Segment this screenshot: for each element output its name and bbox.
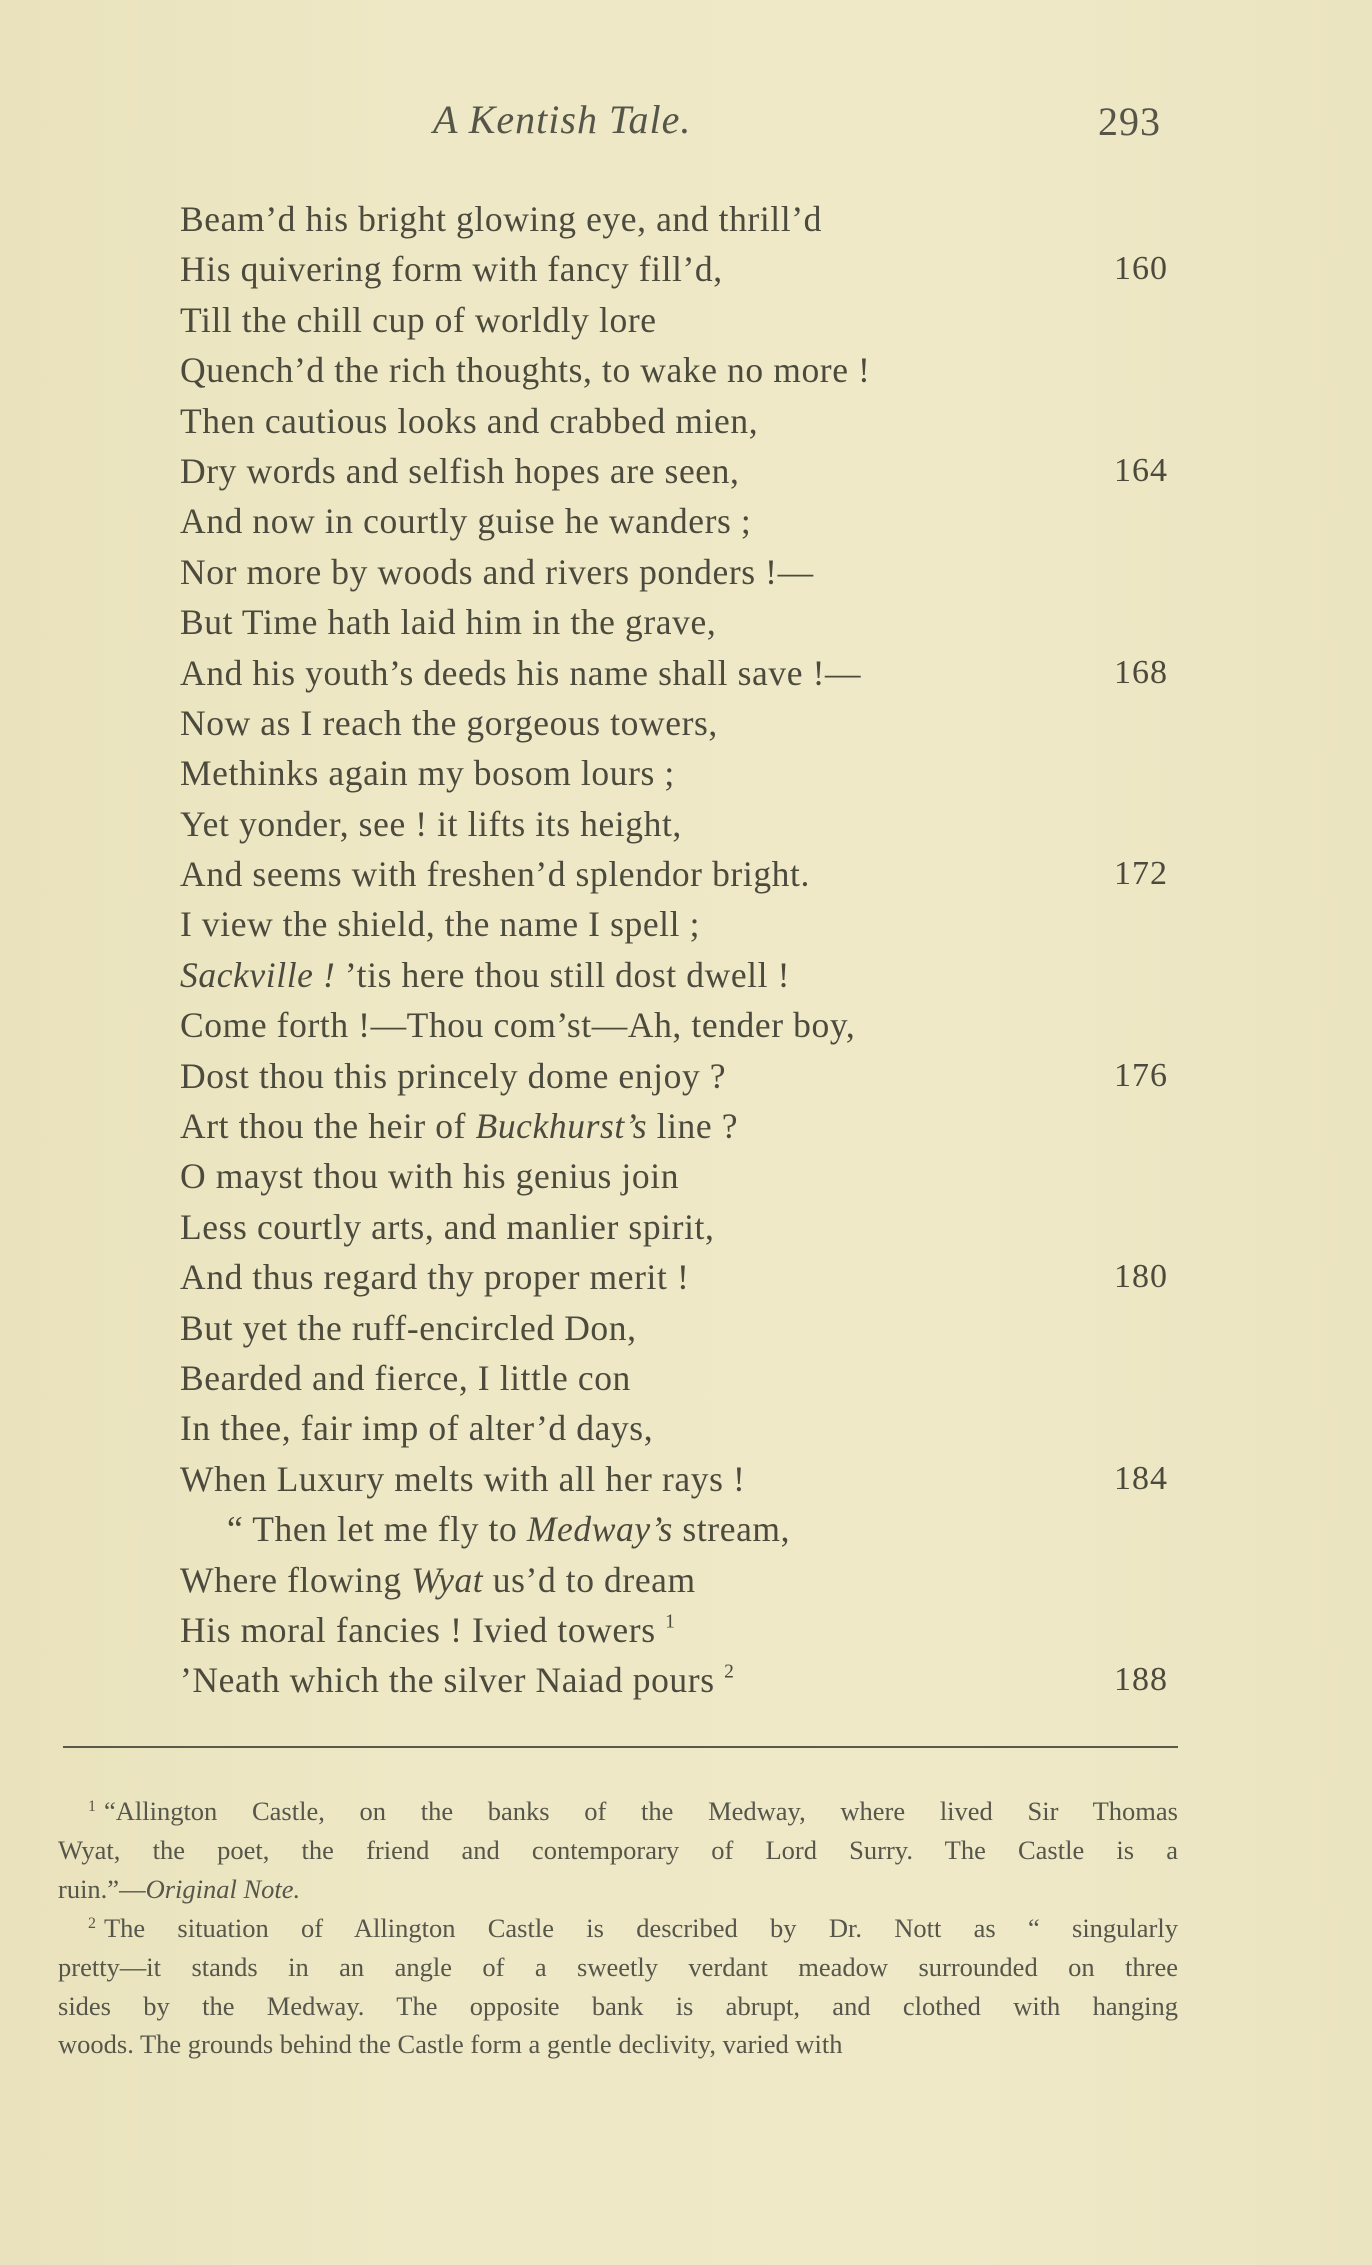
- verse-line: [180, 396, 1180, 446]
- footnote-text: woods. The grounds behind the Castle form a gentle declivity, varied with: [58, 2029, 843, 2060]
- line-number: 168: [1114, 653, 1168, 691]
- verse-text-segment: Now as I reach the gorgeous towers,: [180, 702, 718, 743]
- line-number: 172: [1114, 855, 1168, 893]
- verse-line-text: [180, 1257, 689, 1297]
- verse-text-segment: O mayst thou with his genius join: [180, 1156, 680, 1197]
- verse-line: [180, 1403, 1180, 1453]
- verse-line-text: [180, 300, 657, 340]
- line-number: 176: [1114, 1056, 1168, 1094]
- footnote-line: [58, 1948, 1178, 1987]
- verse-line-text: [180, 1207, 714, 1247]
- verse-text-segment: Dost thou this princely dome enjoy ?: [180, 1055, 727, 1096]
- footnote-line: [58, 1909, 1178, 1948]
- verse-text-segment: And seems with freshen’d splendor bright.: [180, 854, 810, 895]
- verse-line: [180, 345, 1180, 395]
- line-number: 184: [1114, 1459, 1168, 1497]
- verse-text-segment: Nor more by woods and rivers ponders !—: [180, 551, 814, 592]
- verse-line: [180, 1504, 1180, 1554]
- verse-text-segment: Yet yonder, see ! it lifts its height,: [180, 803, 682, 844]
- line-number: 188: [1114, 1661, 1168, 1699]
- verse-line: [180, 748, 1180, 798]
- verse-line-text: [180, 1408, 653, 1448]
- verse-line: [180, 1303, 1180, 1353]
- footnote-marker: 1: [88, 1798, 96, 1816]
- verse-line-text: [180, 1156, 679, 1196]
- verse-line-text: [180, 451, 739, 491]
- verse-line: [180, 1051, 1180, 1101]
- verse-line-text: [180, 1005, 855, 1045]
- verse-text-segment: But Time hath laid him in the grave,: [180, 602, 717, 643]
- verse-line: [180, 1151, 1180, 1201]
- verse-text-segment: Less courtly arts, and manlier spirit,: [180, 1206, 715, 1247]
- verse-line: [180, 194, 1180, 244]
- footnote-text: sides by the Medway. The opposite bank is abrupt, and clothed with hanging: [58, 1990, 1178, 2021]
- footnote-text: ruin.”—: [58, 1873, 146, 1904]
- verse-text-segment: Where flowing: [180, 1559, 412, 1600]
- poem-verse: [180, 194, 1180, 1706]
- verse-line: [180, 849, 1180, 899]
- verse-line-text: [180, 1459, 745, 1499]
- footnote-text: “Allington Castle, on the banks of the Medway, where lived Sir Thomas: [103, 1796, 1178, 1826]
- italic-name: Buckhurst’s: [475, 1106, 648, 1147]
- verse-line: [180, 950, 1180, 1000]
- verse-line: [180, 698, 1180, 748]
- line-number: 164: [1114, 451, 1168, 489]
- verse-line-text: [180, 1308, 637, 1348]
- footnote-text: pretty—it stands in an angle of a sweetly verdant meadow surrounded on three: [58, 1951, 1178, 1982]
- footnote-reference[interactable]: 2: [724, 1661, 735, 1683]
- verse-text-segment: Dry words and selfish hopes are seen,: [180, 450, 740, 491]
- verse-line: [180, 1000, 1180, 1050]
- verse-line-text: [180, 703, 718, 743]
- verse-line-text: [180, 1660, 734, 1700]
- italic-name: Sackville !: [180, 954, 336, 995]
- verse-text-segment: us’d to dream: [483, 1559, 696, 1600]
- verse-line: [180, 496, 1180, 546]
- verse-line-text: [180, 904, 700, 944]
- verse-text-segment: Quench’d the rich thoughts, to wake no more !: [180, 350, 871, 391]
- italic-name: Medway’s: [526, 1509, 673, 1550]
- verse-line-text: [180, 249, 723, 289]
- verse-text-segment: line ?: [647, 1106, 739, 1147]
- footnote-reference[interactable]: 1: [665, 1611, 676, 1633]
- verse-line-text: [180, 552, 814, 592]
- footnote-attribution: Original Note.: [145, 1873, 301, 1904]
- footnote-line: [58, 1792, 1178, 1831]
- verse-text-segment: ’Neath which the silver Naiad pours: [180, 1660, 725, 1701]
- footnote-line: [58, 1831, 1178, 1870]
- verse-line-text: [180, 350, 870, 390]
- verse-line: [180, 446, 1180, 496]
- verse-text-segment: “ Then let me fly to: [227, 1509, 527, 1550]
- verse-text-segment: stream,: [672, 1509, 791, 1550]
- verse-line-text: [180, 804, 682, 844]
- verse-line-text: [180, 1106, 738, 1146]
- verse-line: [180, 1202, 1180, 1252]
- verse-line: [180, 1605, 1180, 1655]
- footnote-line: [58, 1870, 1178, 1909]
- verse-text-segment: Bearded and fierce, I little con: [180, 1357, 631, 1398]
- verse-line-text: [180, 955, 790, 995]
- verse-text-segment: And now in courtly guise he wanders ;: [180, 501, 752, 542]
- verse-line-text: [180, 199, 822, 239]
- verse-text-segment: In thee, fair imp of alter’d days,: [180, 1408, 654, 1449]
- verse-line: [180, 1353, 1180, 1403]
- verse-text-segment: Beam’d his bright glowing eye, and thrill’d: [180, 199, 823, 239]
- verse-line: [180, 547, 1180, 597]
- verse-line-text: [180, 1509, 790, 1549]
- verse-line: [180, 899, 1180, 949]
- verse-line: [180, 295, 1180, 345]
- verse-line: [180, 648, 1180, 698]
- verse-text-segment: Methinks again my bosom lours ;: [180, 753, 675, 794]
- verse-line-text: [180, 653, 861, 693]
- verse-line-text: [180, 401, 758, 441]
- verse-line: [180, 1101, 1180, 1151]
- verse-line: [180, 1454, 1180, 1504]
- footnotes: [58, 1792, 1178, 2064]
- verse-line: [180, 1555, 1180, 1605]
- verse-text-segment: His quivering form with fancy fill’d,: [180, 249, 723, 290]
- verse-line: [180, 799, 1180, 849]
- verse-text-segment: I view the shield, the name I spell ;: [180, 904, 701, 945]
- footnote: [58, 1909, 1178, 2065]
- verse-line-text: [180, 1560, 696, 1600]
- verse-text-segment: When Luxury melts with all her rays !: [180, 1458, 746, 1499]
- verse-line-text: [180, 1056, 726, 1096]
- footnote-text: Wyat, the poet, the friend and contemporary of Lord Surry. The Castle is a: [58, 1834, 1178, 1865]
- italic-name: Wyat: [411, 1559, 484, 1600]
- verse-line: [180, 1252, 1180, 1302]
- verse-text-segment: ’tis here thou still dost dwell !: [335, 954, 791, 995]
- verse-line-text: [180, 854, 810, 894]
- footnote-line: [58, 2025, 1178, 2064]
- verse-text-segment: Art thou the heir of: [180, 1106, 476, 1147]
- verse-text-segment: And his youth’s deeds his name shall save !—: [180, 652, 862, 693]
- verse-text-segment: Till the chill cup of worldly lore: [180, 299, 657, 340]
- verse-line: [180, 244, 1180, 294]
- footnote-line: [58, 1987, 1178, 2026]
- running-title: A Kentish Tale.: [433, 97, 692, 142]
- verse-line: [180, 1655, 1180, 1705]
- footnote-divider: [63, 1746, 1178, 1748]
- line-number: 160: [1114, 250, 1168, 288]
- verse-line-text: [180, 1610, 675, 1650]
- footnote-text: The situation of Allington Castle is described by Dr. Nott as “ singularly: [103, 1912, 1178, 1943]
- verse-text-segment: But yet the ruff-encircled Don,: [180, 1307, 637, 1348]
- verse-line: [180, 597, 1180, 647]
- verse-line-text: [180, 753, 675, 793]
- verse-text-segment: His moral fancies ! Ivied towers: [180, 1609, 666, 1650]
- verse-line-text: [180, 1358, 631, 1398]
- page-number: 293: [1098, 99, 1161, 144]
- footnote: [58, 1792, 1178, 1909]
- verse-line-text: [180, 501, 751, 541]
- line-number: 180: [1114, 1258, 1168, 1296]
- verse-line-text: [180, 602, 716, 642]
- verse-text-segment: Then cautious looks and crabbed mien,: [180, 400, 759, 441]
- verse-text-segment: And thus regard thy proper merit !: [180, 1257, 690, 1298]
- verse-text-segment: Come forth !—Thou com’st—Ah, tender boy,: [180, 1005, 856, 1046]
- footnote-marker: 2: [88, 1914, 96, 1932]
